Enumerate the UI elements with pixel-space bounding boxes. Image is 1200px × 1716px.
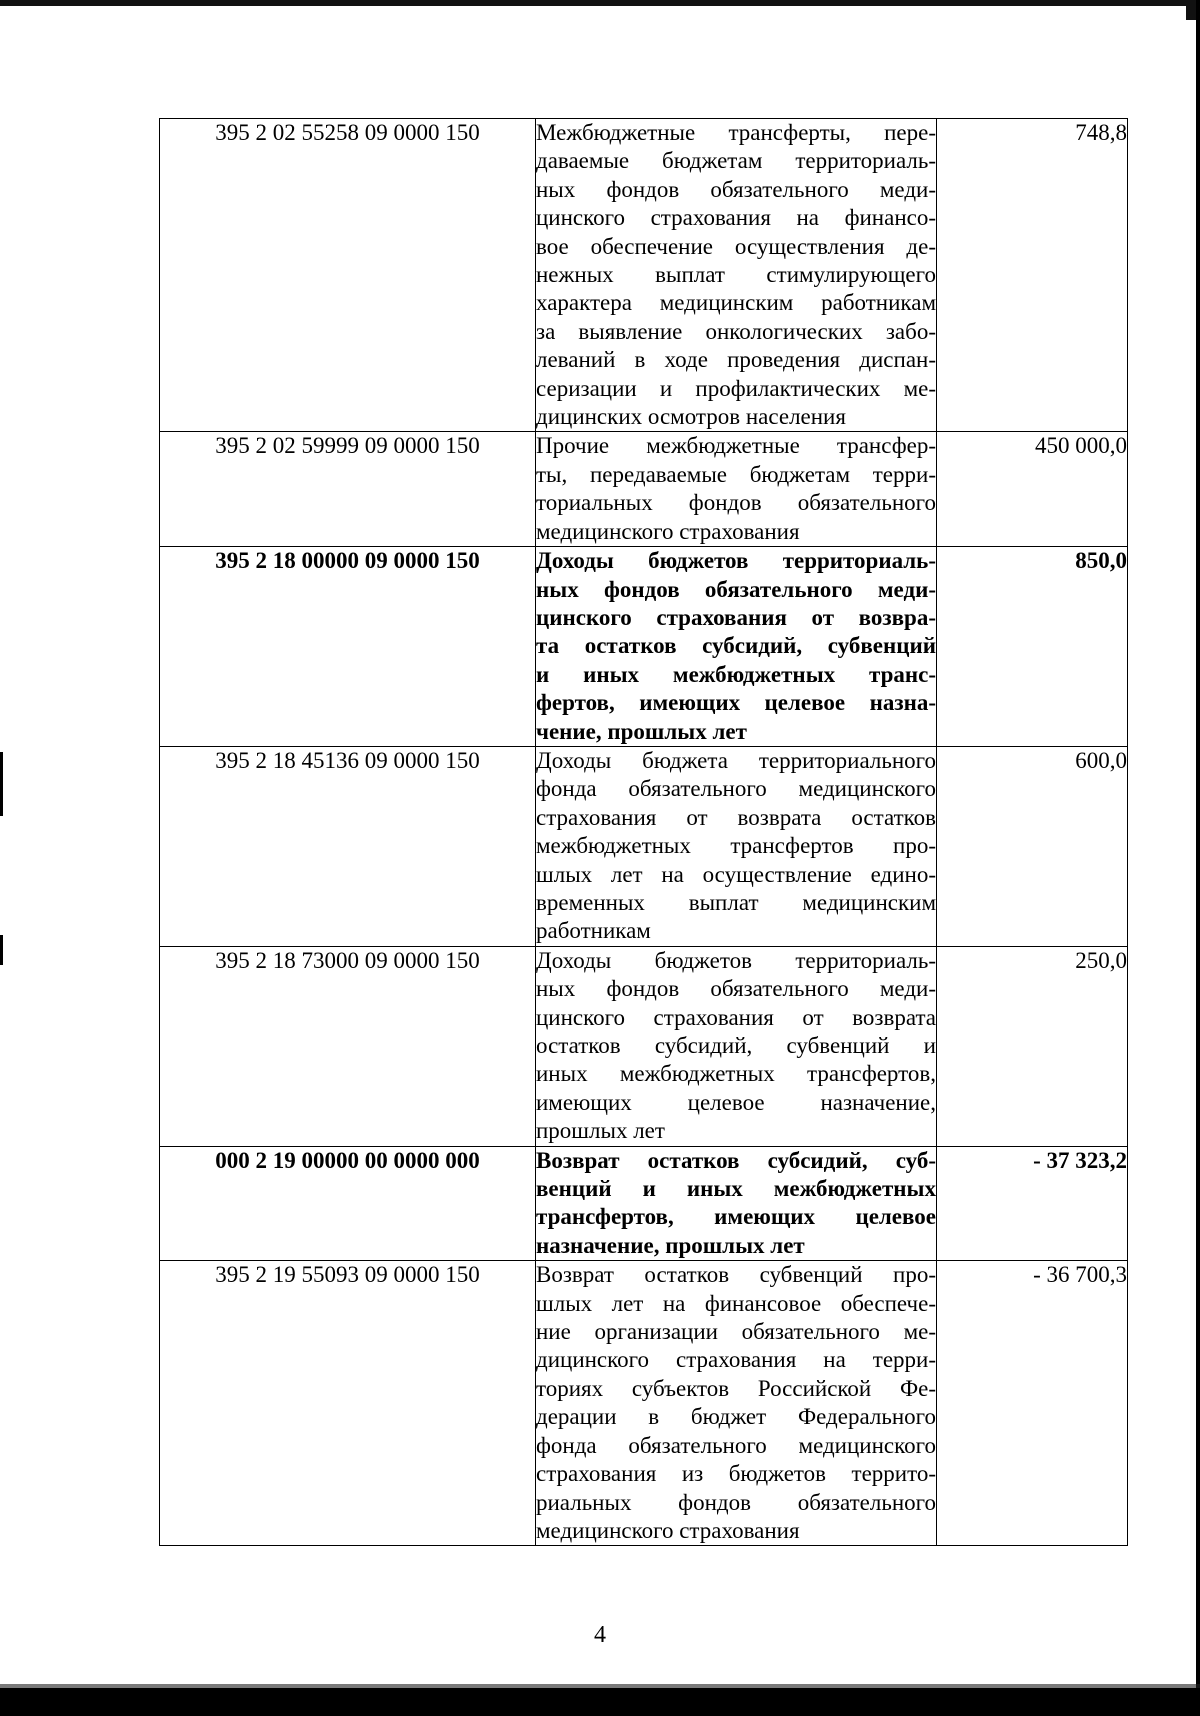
- revenue-name-cell: [536, 746, 937, 946]
- revenue-name-cell: [536, 432, 937, 547]
- revenue-name-line: ние организации обязательного ме-: [536, 1319, 936, 1345]
- budget-code-cell: 395 2 18 73000 09 0000 150: [160, 946, 536, 1146]
- scan-border-top: [0, 0, 1200, 6]
- table-row: [160, 547, 1128, 747]
- table-row: [160, 1146, 1128, 1261]
- table-row: [160, 1261, 1128, 1546]
- revenue-name-line: ных фондов обязательного меди-: [536, 176, 936, 202]
- revenue-name-line: фертов, имеющих целевое назна-: [536, 690, 936, 716]
- revenue-name-line: Межбюджетные трансферты, пере-: [536, 120, 936, 145]
- budget-code-cell: 000 2 19 00000 00 0000 000: [160, 1146, 536, 1261]
- revenue-name-line: Прочие межбюджетные трансфер-: [536, 433, 936, 459]
- revenue-name-line: цинского страхования на финансо-: [536, 205, 936, 231]
- revenue-name-line: ных фондов обязательного меди-: [536, 576, 936, 602]
- revenue-name-line: назначение, прошлых лет: [536, 1232, 805, 1258]
- revenue-name-line: за выявление онкологических забо-: [536, 318, 936, 344]
- table-body: [160, 119, 1128, 1546]
- budget-code-cell: 395 2 18 45136 09 0000 150: [160, 746, 536, 946]
- revenue-name-line: характера медицинским работникам: [536, 290, 936, 316]
- amount-cell: - 37 323,2: [937, 1146, 1128, 1261]
- budget-code-cell: 395 2 19 55093 09 0000 150: [160, 1261, 536, 1546]
- revenue-name-line: медицинского страхования: [536, 518, 800, 544]
- amount-cell: 450 000,0: [937, 432, 1128, 547]
- revenue-name-line: страхования из бюджетов террито-: [536, 1461, 936, 1487]
- budget-code-cell: 395 2 02 55258 09 0000 150: [160, 119, 536, 432]
- revenue-name-cell: [536, 547, 937, 747]
- amount-cell: - 36 700,3: [937, 1261, 1128, 1546]
- revenue-name-line: дицинских осмотров населения: [536, 404, 846, 430]
- scan-border-bottom: [0, 1688, 1200, 1716]
- revenue-name-line: цинского страхования от возвра-: [536, 604, 936, 630]
- revenue-name-line: дицинского страхования на терри-: [536, 1347, 936, 1373]
- revenue-name-line: Доходы бюджетов территориаль-: [536, 947, 936, 973]
- scan-border-right: [1196, 0, 1200, 1716]
- revenue-name-line: ты, передаваемые бюджетам терри-: [536, 461, 936, 487]
- revenue-name-line: риальных фондов обязательного: [536, 1489, 936, 1515]
- revenue-name-line: имеющих целевое назначение,: [536, 1089, 936, 1115]
- budget-revenue-table: [159, 118, 1128, 1546]
- scan-binding-mark: [0, 752, 3, 816]
- amount-cell: 850,0: [937, 547, 1128, 747]
- revenue-name-line: вое обеспечение осуществления де-: [536, 233, 936, 259]
- revenue-name-line: венций и иных межбюджетных: [536, 1176, 936, 1202]
- scan-binding-mark: [0, 935, 3, 965]
- revenue-name-line: Возврат остатков субсидий, суб-: [536, 1147, 936, 1173]
- table-row: [160, 432, 1128, 547]
- revenue-name-line: цинского страхования от возврата: [536, 1004, 936, 1030]
- revenue-name-line: работникам: [536, 918, 651, 944]
- revenue-name-line: даваемые бюджетам территориаль-: [536, 148, 936, 174]
- table-row: [160, 946, 1128, 1146]
- revenue-name-line: фонда обязательного медицинского: [536, 776, 936, 802]
- revenue-name-line: остатков субсидий, субвенций и: [536, 1033, 936, 1058]
- revenue-name-line: нежных выплат стимулирующего: [536, 262, 936, 288]
- revenue-name-line: серизации и профилактических ме-: [536, 375, 936, 401]
- revenue-name-line: страхования от возврата остатков: [536, 804, 936, 830]
- revenue-name-line: шлых лет на осуществление едино-: [536, 861, 936, 887]
- page-number: 4: [594, 1622, 606, 1648]
- revenue-name-cell: [536, 119, 937, 432]
- table-row: [160, 746, 1128, 946]
- revenue-name-line: фонда обязательного медицинского: [536, 1432, 936, 1458]
- revenue-name-line: межбюджетных трансфертов про-: [536, 833, 936, 859]
- revenue-name-line: трансфертов, имеющих целевое: [536, 1204, 936, 1230]
- amount-cell: 250,0: [937, 946, 1128, 1146]
- table-row: [160, 119, 1128, 432]
- revenue-name-cell: [536, 1146, 937, 1261]
- budget-code-cell: 395 2 02 59999 09 0000 150: [160, 432, 536, 547]
- revenue-name-line: леваний в ходе проведения диспан-: [536, 347, 936, 373]
- amount-cell: 748,8: [937, 119, 1128, 432]
- revenue-name-line: ных фондов обязательного меди-: [536, 976, 936, 1002]
- revenue-name-line: ториальных фондов обязательного: [536, 490, 936, 516]
- budget-code-cell: 395 2 18 00000 09 0000 150: [160, 547, 536, 747]
- revenue-name-cell: [536, 946, 937, 1146]
- amount-cell: 600,0: [937, 746, 1128, 946]
- revenue-name-line: Доходы бюджетов территориаль-: [536, 548, 936, 574]
- revenue-name-line: Возврат остатков субвенций про-: [536, 1262, 936, 1288]
- revenue-name-line: иных межбюджетных трансфертов,: [536, 1061, 936, 1087]
- revenue-name-line: ториях субъектов Российской Фе-: [536, 1375, 936, 1401]
- revenue-name-line: шлых лет на финансовое обеспече-: [536, 1290, 936, 1316]
- revenue-name-line: медицинского страхования: [536, 1517, 800, 1543]
- revenue-name-line: Доходы бюджета территориального: [536, 747, 936, 773]
- revenue-name-line: прошлых лет: [536, 1118, 665, 1144]
- revenue-name-line: чение, прошлых лет: [536, 718, 747, 744]
- revenue-name-line: и иных межбюджетных транс-: [536, 661, 936, 687]
- revenue-name-line: временных выплат медицинским: [536, 889, 936, 915]
- revenue-name-line: та остатков субсидий, субвенций: [536, 633, 936, 659]
- revenue-name-line: дерации в бюджет Федерального: [536, 1404, 936, 1430]
- revenue-name-cell: [536, 1261, 937, 1546]
